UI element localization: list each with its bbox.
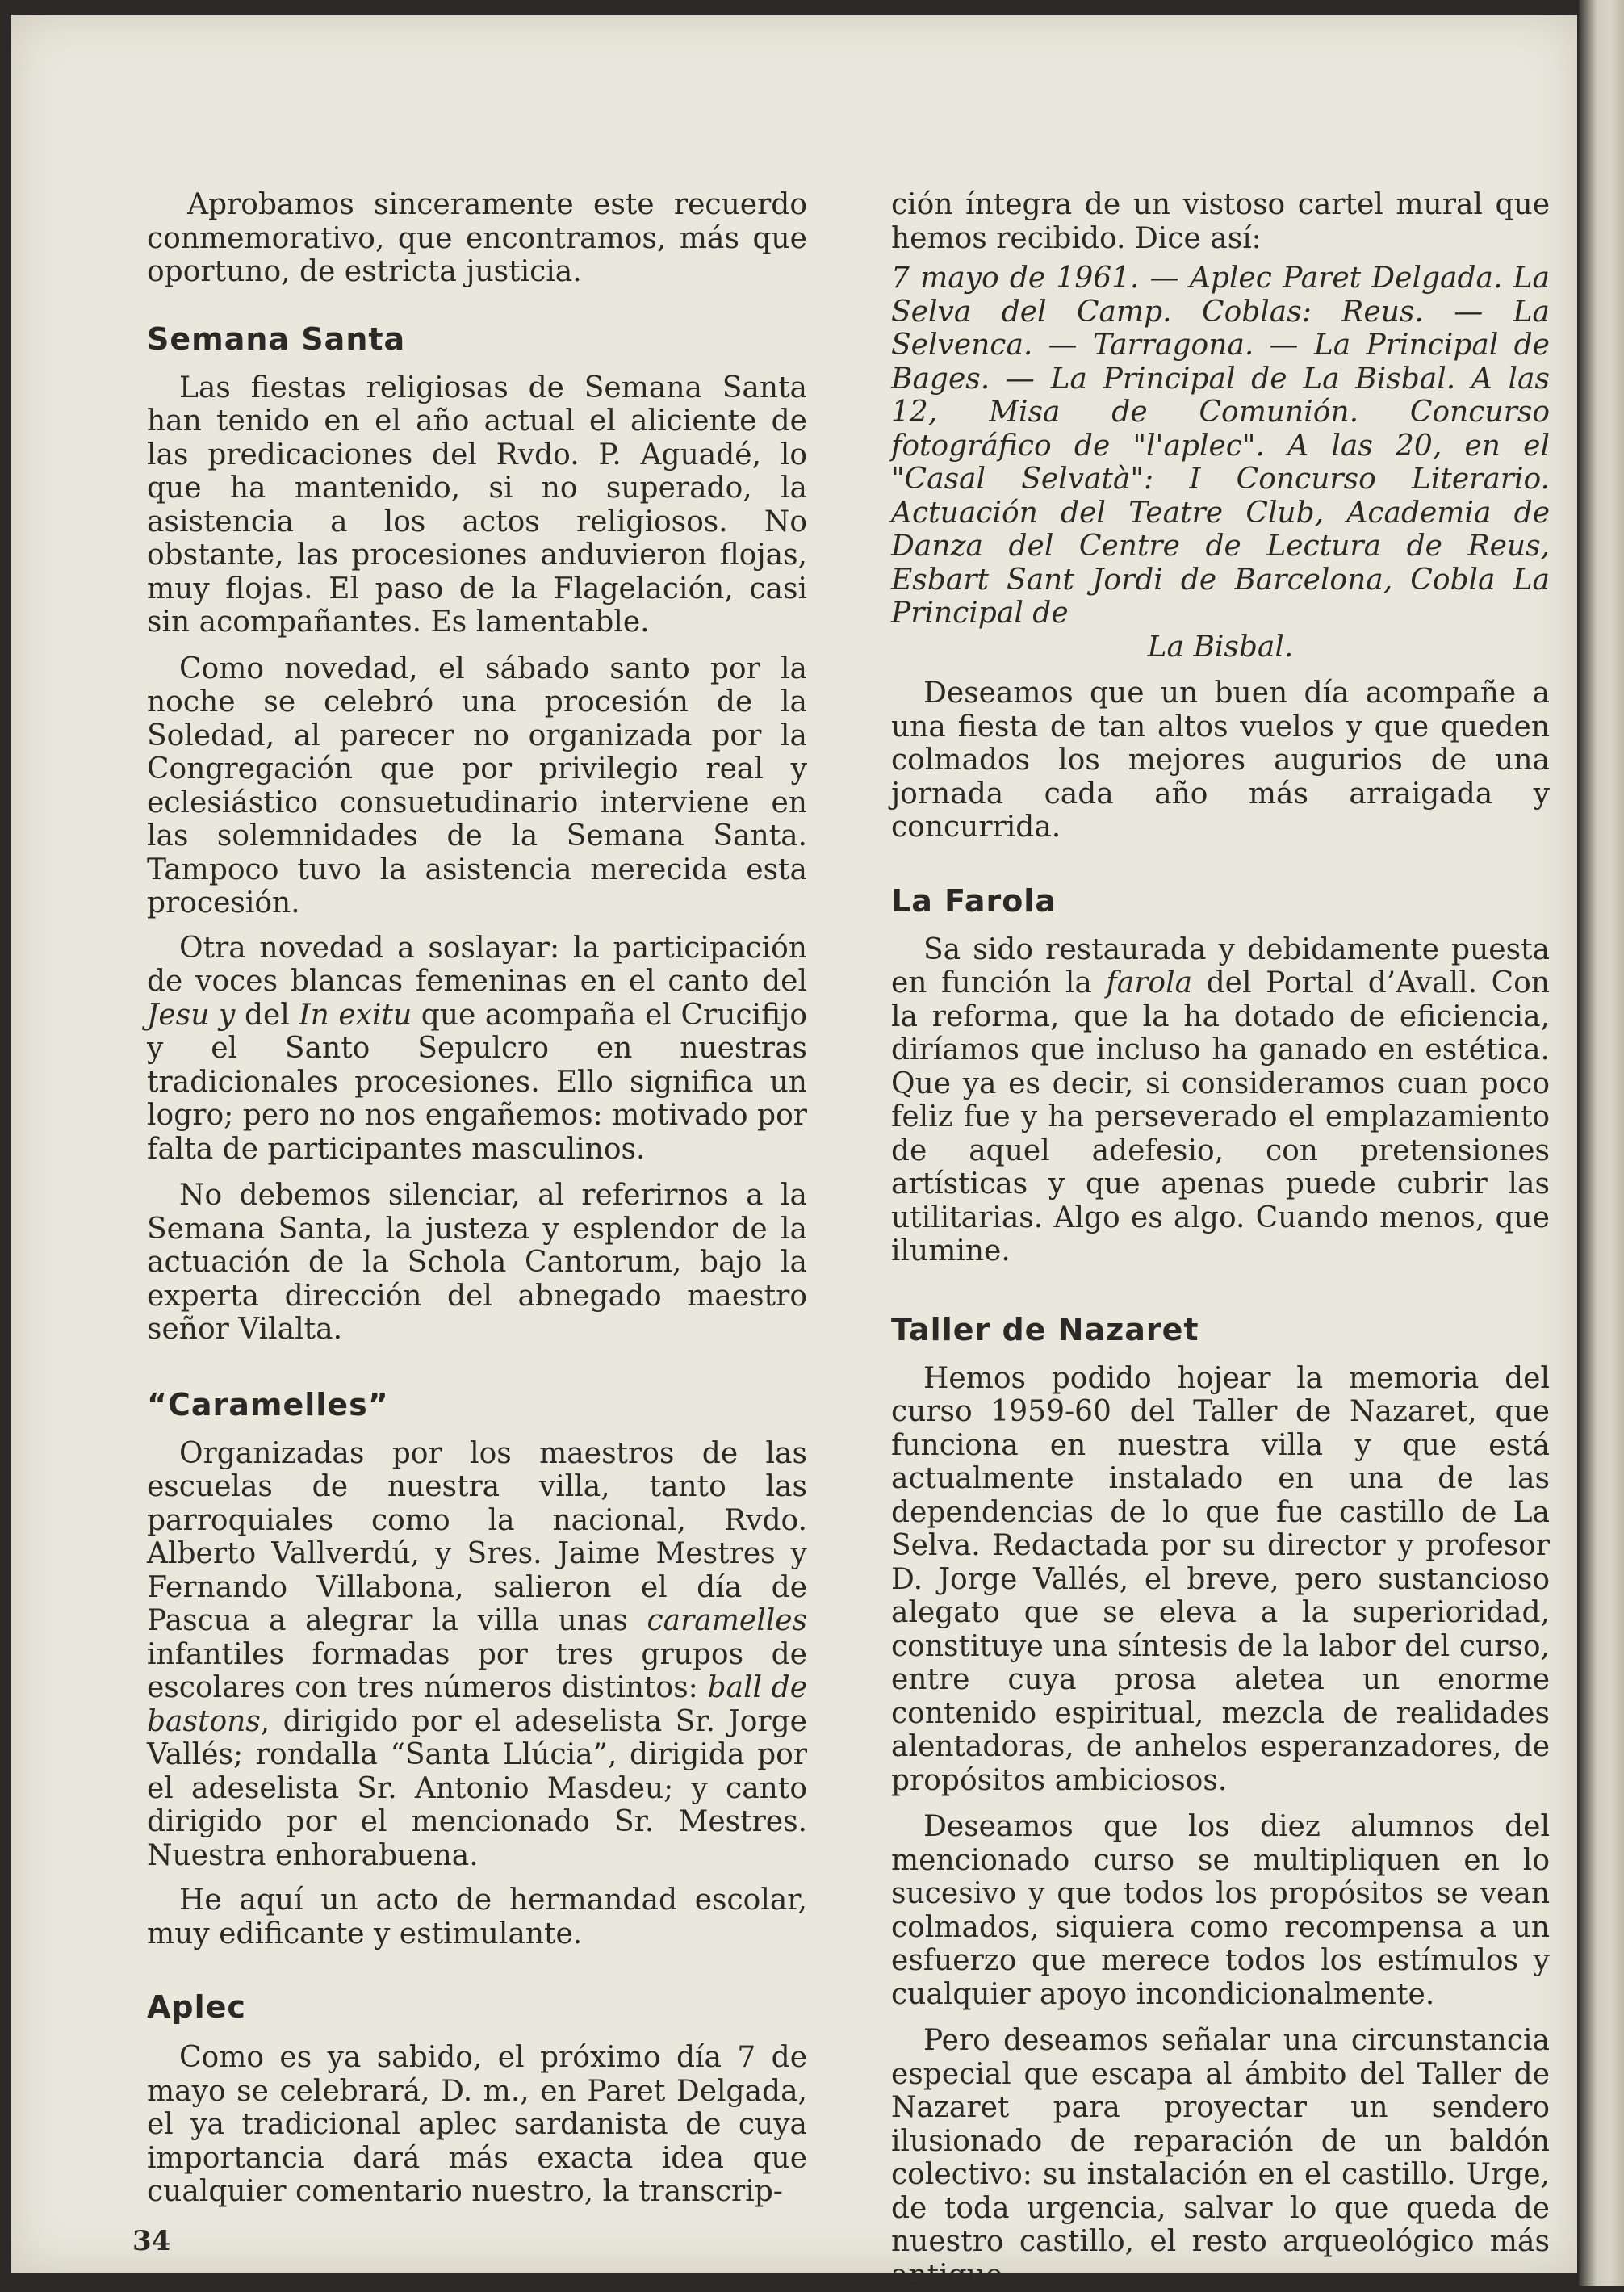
- taller-paragraph-3: Pero deseamos señalar una circunstancia especial que escapa al ámbito del Taller de Nazaret para proyectar un sendero ilusionado de reparación de un baldón colectivo: su instalación en el castillo. Urge, de toda urgencia, salvar lo que queda de nuestro castillo, el resto arqueológico más antiguo: [891, 2024, 1550, 2292]
- heading-caramelles: “Caramelles”: [147, 1386, 389, 1423]
- caramelles-paragraph-2: He aquí un acto de hermandad escolar, muy edificante y estimulante.: [147, 1883, 807, 1951]
- left-column: [147, 188, 807, 2209]
- taller-paragraph-1: Hemos podido hojear la memoria del curso 1959-60 del Taller de Nazaret, que funciona en nuestra villa y que está actualmente instalado en una de las dependencias de lo que fue castillo de La Selva. Redactada por su director y profesor D. Jorge Vallés, el breve, pero sustancioso alegato que se eleva a la superioridad, constituye una síntesis de la labor del curso, entre cuya prosa aletea un enorme contenido espiritual, mezcla de realidades alentadoras, de anhelos esperanzadores, de propósitos ambiciosos.: [891, 1361, 1550, 1797]
- next-page-edge: [1579, 0, 1624, 2286]
- semana-santa-paragraph-4: No debemos silenciar, al referirnos a la Semana Santa, la justeza y esplendor de la actuación de la Schola Cantorum, bajo la experta dirección del abnegado maestro señor Vilalta.: [147, 1179, 807, 1346]
- aplec-continuation: ción íntegra de un vistoso cartel mural que hemos recibido. Dice así:: [891, 188, 1550, 255]
- caramelles-paragraph-1: Organizadas por los maestros de las escuelas de nuestra villa, tanto las parroquiales como la nacional, Rvdo. Alberto Vallverdú, y Sres. Jaime Mestres y Fernando Villabona, salieron el día de Pascua a alegrar la villa unas caramelles infantiles formadas por tres grupos de escolares con tres números distintos: ball de bastons, dirigido por el adeselista Sr. Jorge Vallés; rondalla “Santa Llúcia”, dirigida por el adeselista Sr. Antonio Masdeu; y canto dirigido por el mencionado Sr. Mestres. Nuestra enhorabuena.: [147, 1436, 808, 1872]
- page-number: 34: [132, 2225, 171, 2257]
- heading-taller-de-nazaret: Taller de Nazaret: [891, 1311, 1199, 1347]
- heading-aplec: Aplec: [147, 1989, 246, 2025]
- semana-santa-paragraph-1: Las fiestas religiosas de Semana Santa han tenido en el año actual el aliciente de las predicaciones del Rvdo. P. Aguadé, lo que ha mantenido, si no superado, la asistencia a los actos religiosos. No obstante, las procesiones anduvieron flojas, muy flojas. El paso de la Flagelación, casi sin acompañantes. Es lamentable.: [147, 371, 807, 639]
- aplec-poster-text: 7 mayo de 1961. — Aplec Paret Delgada. La Selva del Camp. Coblas: Reus. — La Selvenca. — Tarragona. — La Principal de Bages. — La Principal de La Bisbal. A las 12, Misa de Comunión. Concurso fotográfico de "l'aplec". A las 20, en el "Casal Selvatà": I Concurso Literario. Actuación del Teatre Club, Academia de Danza del Centre de Lectura de Reus, Esbart Sant Jordi de Barcelona, Cobla La Principal de La Bisbal.: [891, 262, 1550, 664]
- heading-la-farola: La Farola: [891, 882, 1057, 919]
- magazine-page: [11, 15, 1577, 2292]
- aplec-paragraph-1: Como es ya sabido, el próximo día 7 de mayo se celebrará, D. m., en Paret Delgada, el ya tradicional aplec sardanista de cuya importancia dará más exacta idea que cualquier comentario nuestro, la transcrip-: [147, 2041, 807, 2208]
- taller-paragraph-2: Deseamos que los diez alumnos del mencionado curso se multipliquen en lo sucesivo y que todos los propósitos se vean colmados, siquiera como recompensa a un esfuerzo que merece todos los estímulos y cualquier apoyo incondicionalmente.: [891, 1810, 1550, 2011]
- farola-paragraph-1: Sa sido restaurada y debidamente puesta en función la farola del Portal d’Avall. Con la reforma, que la ha dotado de eficiencia, diríamos que incluso ha ganado en estética. Que ya es decir, si consideramos cuan poco feliz fue y ha perseverado el emplazamiento de aquel adefesio, con pretensiones artísticas y que apenas puede cubrir las utilitarias. Algo es algo. Cuando menos, que ilumine.: [891, 932, 1550, 1268]
- semana-santa-paragraph-3: Otra novedad a soslayar: la participación de voces blancas femeninas en el canto del Jesu y del In exitu que acompaña el Crucifijo y el Santo Sepulcro en nuestras tradicionales procesiones. Ello significa un logro; pero no nos engañemos: motivado por falta de participantes masculinos.: [147, 931, 808, 1166]
- aplec-wish-paragraph: Deseamos que un buen día acompañe a una fiesta de tan altos vuelos y que queden colmados los mejores augurios de una jornada cada año más arraigada y concurrida.: [891, 677, 1550, 844]
- intro-paragraph: Aprobamos sinceramente este recuerdo conmemorativo, que encontramos, más que oportuno, de estricta justicia.: [147, 188, 807, 288]
- heading-semana-santa: Semana Santa: [147, 321, 406, 357]
- right-column: [891, 188, 1550, 2292]
- semana-santa-paragraph-2: Como novedad, el sábado santo por la noche se celebró una procesión de la Soledad, al parecer no organizada por la Congregación que por privilegio real y eclesiástico consuetudinario interviene en las solemnidades de la Semana Santa. Tampoco tuvo la asistencia merecida esta procesión.: [147, 652, 807, 920]
